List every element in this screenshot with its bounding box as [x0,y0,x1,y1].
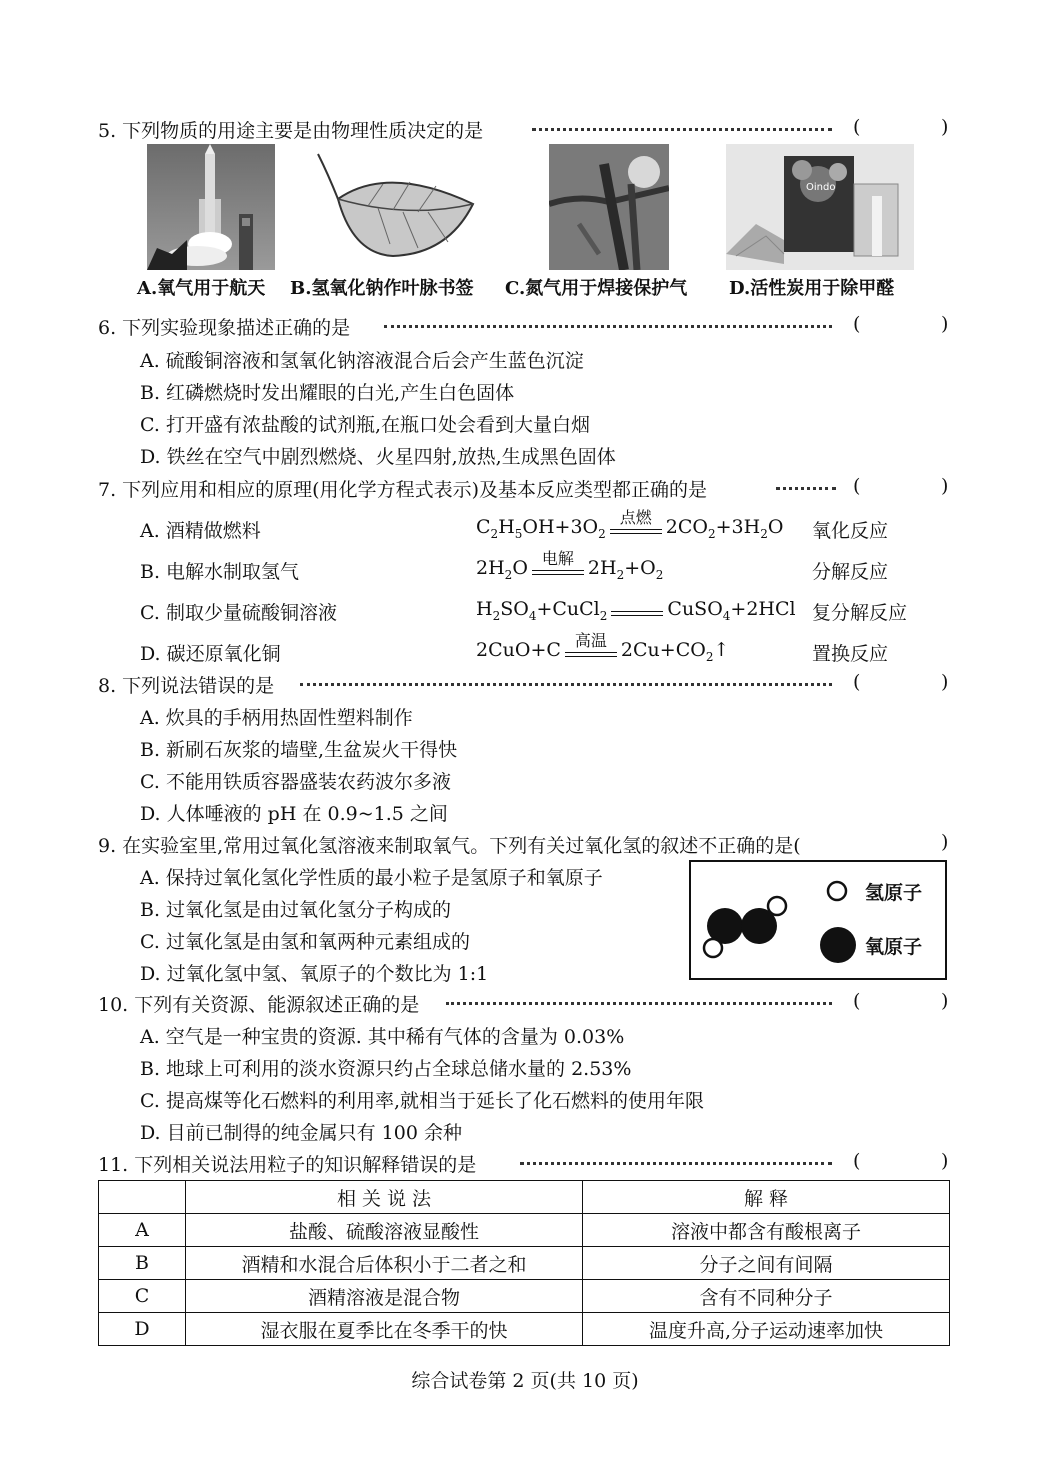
q6-option-b: B. 红磷燃烧时发出耀眼的白光,产生白色固体 [140,382,515,404]
table-cell: 分子之间有间隔 [583,1247,950,1280]
table-row [99,1247,950,1280]
q6-option-d: D. 铁丝在空气中剧烈燃烧、火星四射,放热,生成黑色固体 [140,446,616,468]
q7-equation-a: $C_2H_5OH+3O_2$ 点燃 $2CO_2+3H_2O$ [476,508,784,541]
table-cell [99,1181,186,1214]
q6-option-c: C. 打开盛有浓盐酸的试剂瓶,在瓶口处会看到大量白烟 [140,414,590,436]
q7-app-c: C. 制取少量硫酸铜溶液 [140,602,337,624]
reaction-condition: 高温 [565,640,617,662]
table-row [99,1280,950,1313]
table-cell: 温度升高,分子运动速率加快 [583,1313,950,1346]
q5-caption-b: B.氢氧化钠作叶脉书签 [290,278,474,299]
q5-stem: 5. 下列物质的用途主要是由物理性质决定的是 [98,120,484,142]
table-row [99,1214,950,1247]
table-cell: D [99,1313,186,1346]
q5-caption-d: D.活性炭用于除甲醛 [729,278,895,299]
rocket-launch-photo [147,144,275,270]
svg-text:Oindo: Oindo [806,182,836,193]
answer-paren-left: ( [853,671,861,693]
q7-equation-c: $H_2SO_4+CuCl_2$ CuSO$_4$+2HCl [476,598,796,623]
reaction-condition [611,599,663,621]
leader-dots [532,128,832,131]
q11-stem: 11. 下列相关说法用粒子的知识解释错误的是 [98,1154,477,1176]
table-cell: 湿衣服在夏季比在冬季干的快 [186,1313,583,1346]
hydrogen-atom-icon [825,879,849,903]
q10-option-b: B. 地球上可利用的淡水资源只约占全球总储水量的 2.53% [140,1058,632,1080]
q7-type-d: 置换反应 [812,643,889,665]
q7-app-a: A. 酒精做燃料 [140,520,261,542]
answer-paren-right: ) [941,990,949,1012]
q10-option-a: A. 空气是一种宝贵的资源. 其中稀有气体的含量为 0.03% [140,1026,625,1048]
answer-paren-left: ( [853,475,861,497]
table-cell: C [99,1280,186,1313]
leader-dots [384,325,832,328]
welding-photo [549,144,669,270]
answer-paren-right: ) [941,116,949,138]
q7-type-c: 复分解反应 [812,602,908,624]
answer-paren-right: ) [941,313,949,335]
q9-option-b: B. 过氧化氢是由过氧化氢分子构成的 [140,899,452,921]
q7-app-b: B. 电解水制取氢气 [140,561,300,583]
table-cell: B [99,1247,186,1280]
table-cell: 盐酸、硫酸溶液显酸性 [186,1214,583,1247]
q9-stem: 9. 在实验室里,常用过氧化氢溶液来制取氧气。下列有关过氧化氢的叙述不正确的是( [98,835,801,857]
table-cell: 酒精溶液是混合物 [186,1280,583,1313]
table-cell: 含有不同种分子 [583,1280,950,1313]
q7-equation-d: 2CuO+C 高温 $2Cu+CO_2↑$ [476,631,730,664]
answer-paren-left: ( [853,1150,861,1172]
hydrogen-atom-label: 氢原子 [865,882,923,904]
oxygen-atom-icon [819,926,857,964]
q6-option-a: A. 硫酸铜溶液和氢氧化钠溶液混合后会产生蓝色沉淀 [140,350,584,372]
reaction-condition: 点燃 [610,517,662,539]
q11-table [98,1180,950,1346]
q10-stem: 10. 下列有关资源、能源叙述正确的是 [98,994,420,1016]
q8-option-a: A. 炊具的手柄用热固性塑料制作 [140,707,413,729]
answer-paren-left: ( [853,313,861,335]
q10-option-d: D. 目前已制得的纯金属只有 100 余种 [140,1122,462,1144]
q5-caption-c: C.氮气用于焊接保护气 [505,278,688,299]
q9-option-a: A. 保持过氧化氢化学性质的最小粒子是氢原子和氧原子 [140,867,603,889]
q5-caption-a: A.氧气用于航天 [137,278,266,299]
table-header-explanation: 解 释 [583,1181,950,1214]
q10-option-c: C. 提高煤等化石燃料的利用率,就相当于延长了化石燃料的使用年限 [140,1090,704,1112]
answer-paren-left: ( [853,116,861,138]
answer-paren-right: ) [941,831,949,853]
leader-dots [520,1162,832,1165]
molecule-legend-box [689,860,947,980]
table-header-row [99,1181,950,1214]
q8-option-d: D. 人体唾液的 pH 在 0.9~1.5 之间 [140,803,448,825]
q6-stem: 6. 下列实验现象描述正确的是 [98,317,351,339]
answer-paren-right: ) [941,671,949,693]
q9-option-d: D. 过氧化氢中氢、氧原子的个数比为 1:1 [140,963,489,985]
q8-stem: 8. 下列说法错误的是 [98,675,275,697]
q9-option-c: C. 过氧化氢是由氢和氧两种元素组成的 [140,931,470,953]
leader-dots [300,683,832,686]
answer-paren-right: ) [941,475,949,497]
page-footer: 综合试卷第 2 页(共 10 页) [411,1370,639,1392]
table-cell: 酒精和水混合后体积小于二者之和 [186,1247,583,1280]
leaf-vein-bookmark-photo [298,144,488,270]
activated-carbon-product-photo [726,144,914,270]
reaction-condition: 电解 [532,558,584,580]
oxygen-atom-label: 氧原子 [865,936,923,958]
leader-dots [776,487,836,490]
q7-type-a: 氧化反应 [812,520,889,542]
q8-option-c: C. 不能用铁质容器盛装农药波尔多液 [140,771,451,793]
table-cell: A [99,1214,186,1247]
q7-type-b: 分解反应 [812,561,889,583]
q7-app-d: D. 碳还原氧化铜 [140,643,281,665]
table-row [99,1313,950,1346]
table-cell: 溶液中都含有酸根离子 [583,1214,950,1247]
answer-paren-left: ( [853,990,861,1012]
leader-dots [446,1002,832,1005]
q7-equation-b: $2H_2O$ 电解 $2H_2+O_2$ [476,549,664,582]
answer-paren-right: ) [941,1150,949,1172]
table-header-statement: 相 关 说 法 [186,1181,583,1214]
q8-option-b: B. 新刷石灰浆的墙壁,生盆炭火干得快 [140,739,458,761]
q7-stem: 7. 下列应用和相应的原理(用化学方程式表示)及基本反应类型都正确的是 [98,479,707,501]
